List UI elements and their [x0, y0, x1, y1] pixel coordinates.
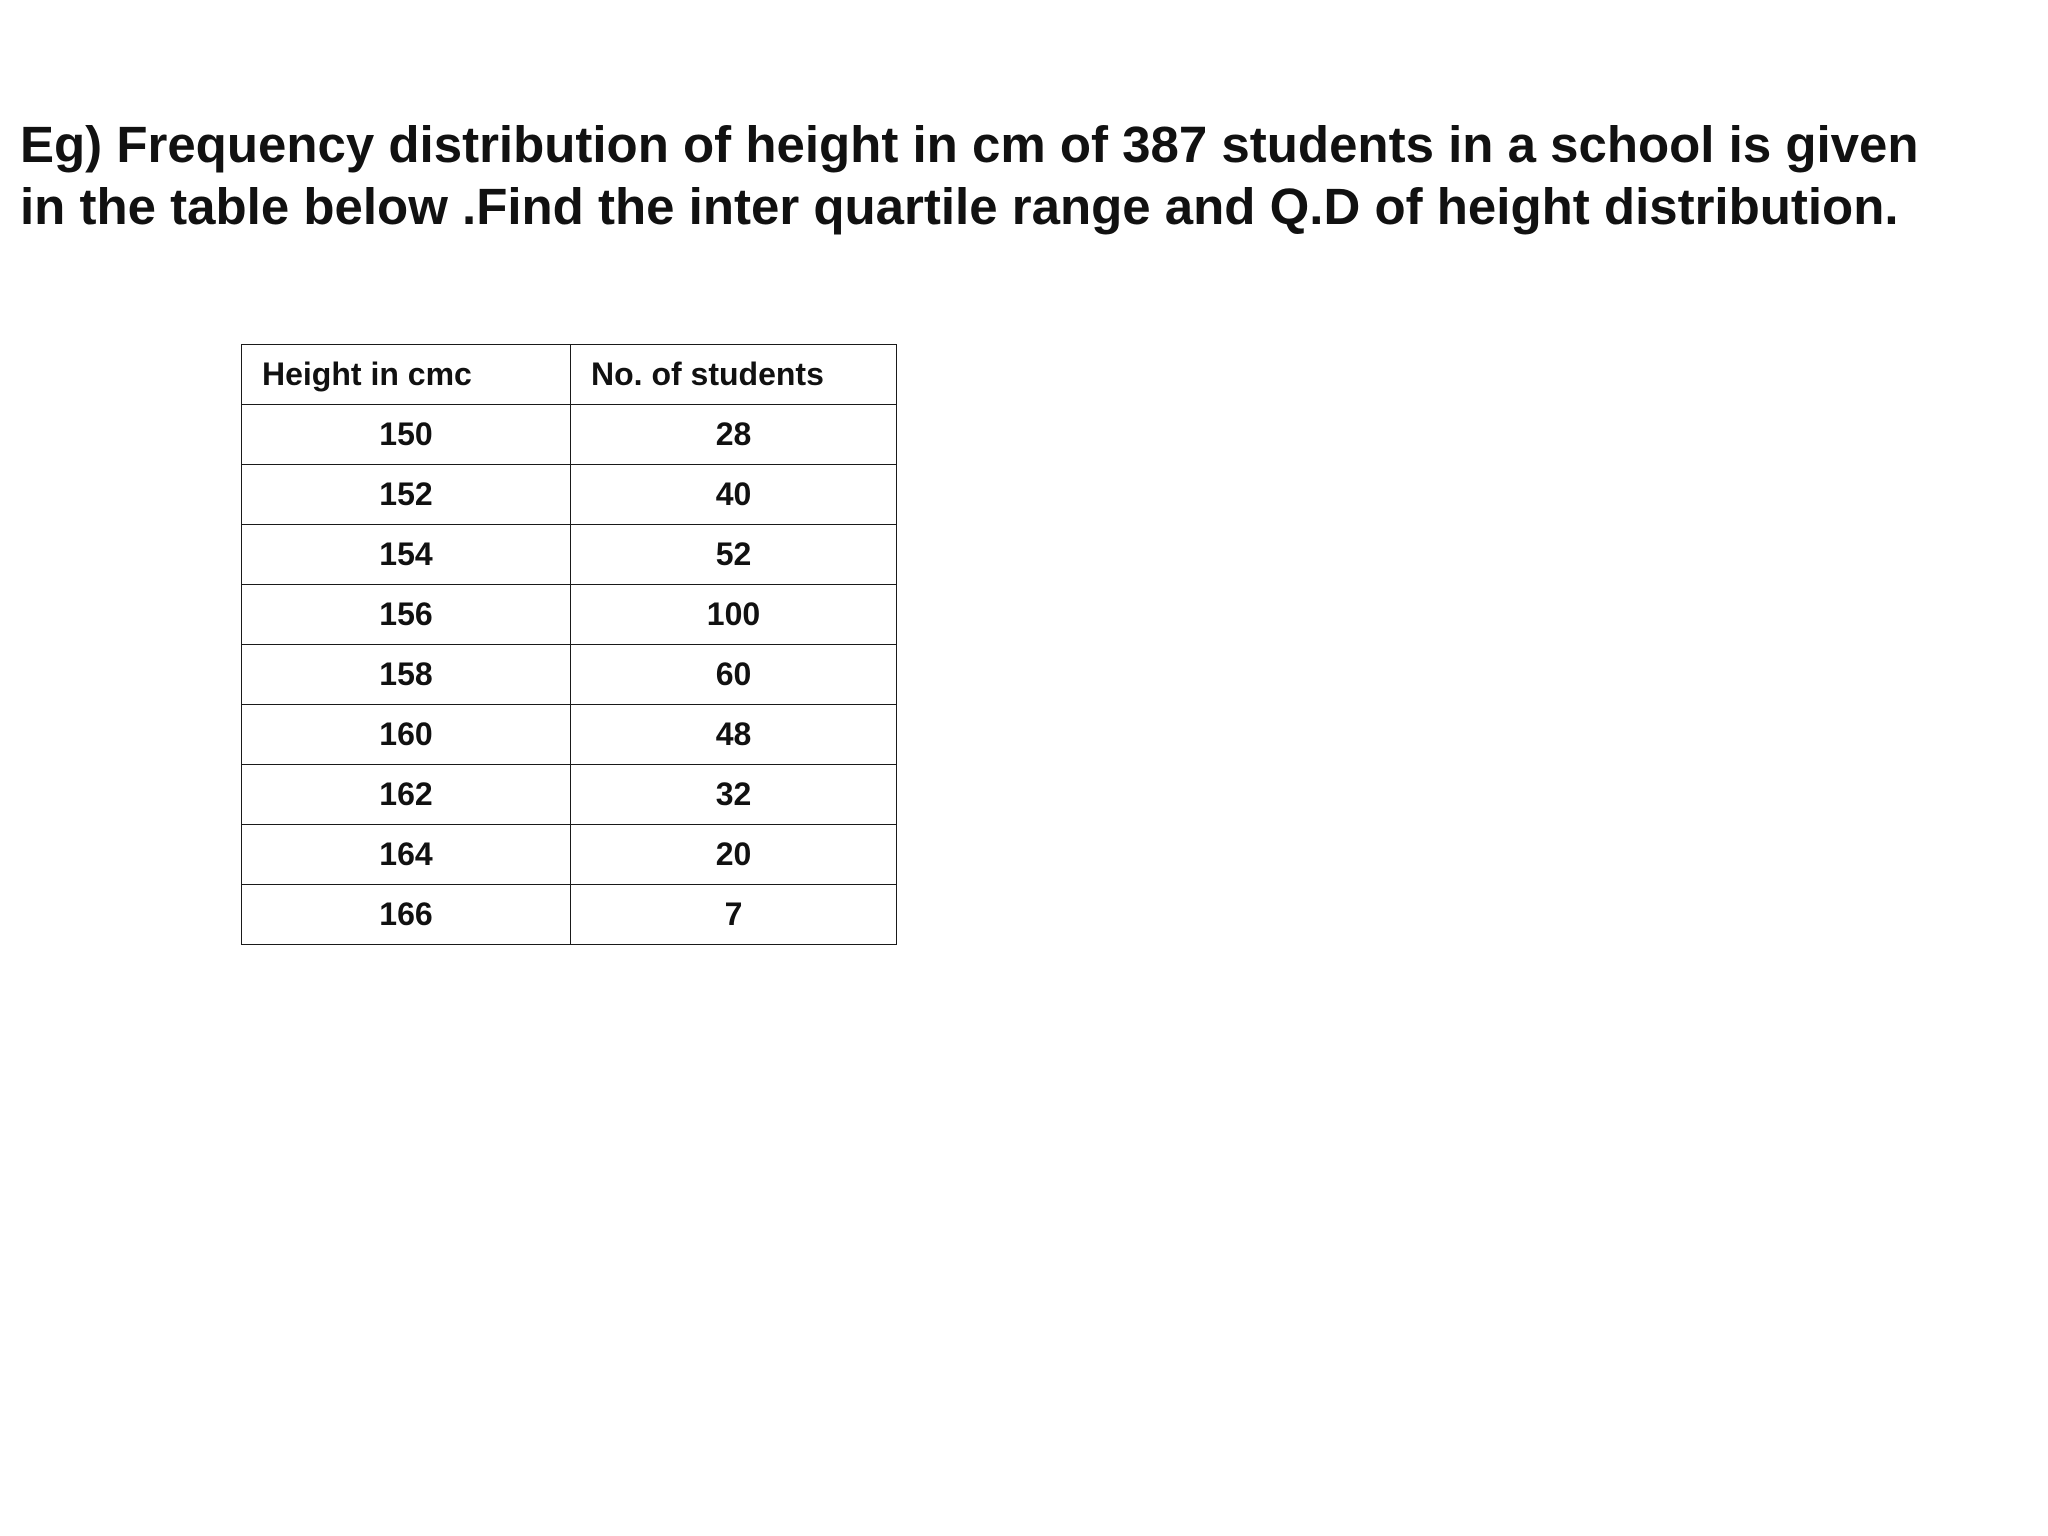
problem-line-2: in the table below .Find the inter quartile range and Q.D of height distribution.	[20, 178, 1899, 235]
problem-line-1: Eg) Frequency distribution of height in cm of 387 students in a school is given	[20, 116, 1919, 173]
height-cell: 150	[242, 405, 571, 465]
students-cell: 7	[571, 885, 897, 945]
height-cell: 154	[242, 525, 571, 585]
column-header-students: No. of students	[571, 345, 897, 405]
height-cell: 156	[242, 585, 571, 645]
table-row	[242, 405, 897, 465]
table-row	[242, 525, 897, 585]
height-cell: 160	[242, 705, 571, 765]
students-cell: 40	[571, 465, 897, 525]
table-row	[242, 825, 897, 885]
height-cell: 166	[242, 885, 571, 945]
table-row	[242, 885, 897, 945]
height-cell: 162	[242, 765, 571, 825]
column-header-height: Height in cmc	[242, 345, 571, 405]
problem-statement	[20, 114, 2020, 238]
height-cell: 158	[242, 645, 571, 705]
students-cell: 20	[571, 825, 897, 885]
frequency-table	[241, 344, 897, 945]
table-row	[242, 765, 897, 825]
table-row	[242, 705, 897, 765]
height-cell: 164	[242, 825, 571, 885]
table-row	[242, 645, 897, 705]
table-header-row	[242, 345, 897, 405]
students-cell: 28	[571, 405, 897, 465]
height-cell: 152	[242, 465, 571, 525]
students-cell: 32	[571, 765, 897, 825]
students-cell: 100	[571, 585, 897, 645]
students-cell: 48	[571, 705, 897, 765]
students-cell: 52	[571, 525, 897, 585]
table-row	[242, 585, 897, 645]
table-row	[242, 465, 897, 525]
students-cell: 60	[571, 645, 897, 705]
